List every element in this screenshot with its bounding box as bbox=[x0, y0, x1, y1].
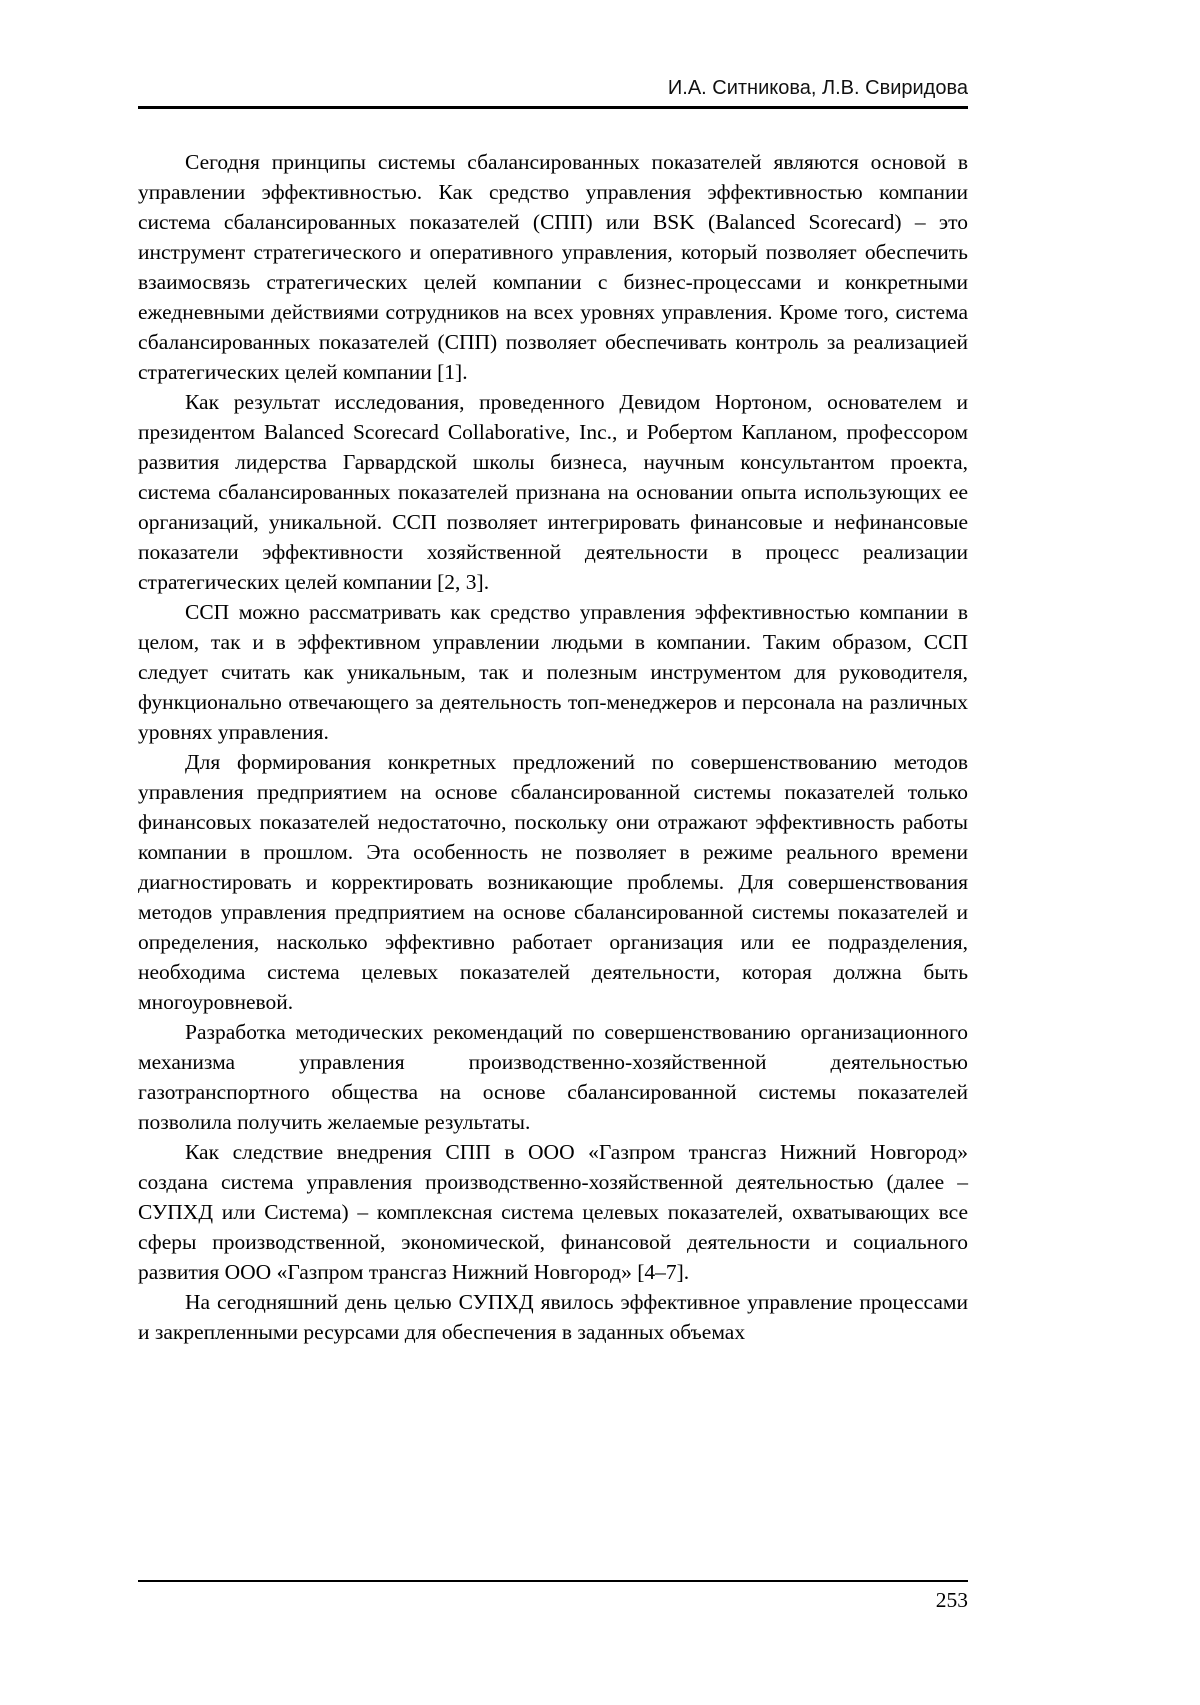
header-rule bbox=[138, 106, 968, 109]
paragraph-1: Сегодня принципы системы сбалансированных показателей являются основой в управлении эффективностью. Как средство управления эффективностью компании система сбалансированных показателей (СПП) или BSK (Balanced Scorecard) – это инструмент стратегического и оперативного управления, который позволяет обеспечить взаимосвязь стратегических целей компании с бизнес-процессами и конкретными ежедневными действиями сотрудников на всех уровнях управления. Кроме того, система сбалансированных показателей (СПП) позволяет обеспечивать контроль за реализацией стратегических целей компании [1]. bbox=[138, 150, 968, 384]
footer-rule bbox=[138, 1580, 968, 1582]
paragraph-5: Разработка методических рекомендаций по совершенствованию организационного механизма управления производственно-хозяйственной деятельностью газотранспортного общества на основе сбалансированной системы показателей позволила получить желаемые результаты. bbox=[138, 1020, 968, 1134]
paragraph-3: ССП можно рассматривать как средство управления эффективностью компании в целом, так и в эффективном управлении людьми в компании. Таким образом, ССП следует считать как уникальным, так и полезным инструментом для руководителя, функционально отвечающего за деятельность топ-менеджеров и персонала на различных уровнях управления. bbox=[138, 600, 968, 744]
content-column bbox=[138, 0, 968, 1347]
paragraph-7: На сегодняшний день целью СУПХД явилось эффективное управление процессами и закрепленными ресурсами для обеспечения в заданных объемах bbox=[138, 1290, 968, 1344]
page-number: 253 bbox=[935, 1588, 968, 1612]
paragraph-6: Как следствие внедрения СПП в ООО «Газпром трансгаз Нижний Новгород» создана система управления производственно-хозяйственной деятельностью (далее – СУПХД или Система) – комплексная система целевых показателей, охватывающих все сферы производственной, экономической, финансовой деятельности и социального развития ООО «Газпром трансгаз Нижний Новгород» [4–7]. bbox=[138, 1140, 968, 1284]
page-header bbox=[138, 0, 968, 109]
paragraph-4: Для формирования конкретных предложений по совершенствованию методов управления предприятием на основе сбалансированной системы показателей только финансовых показателей недостаточно, поскольку они отражают эффективность работы компании в прошлом. Эта особенность не позволяет в режиме реального времени диагностировать и корректировать возникающие проблемы. Для совершенствования методов управления предприятием на основе сбалансированной системы показателей и определения, насколько эффективно работает организация или ее подразделения, необходима система целевых показателей деятельности, которая должна быть многоуровневой. bbox=[138, 750, 968, 1014]
page-footer bbox=[138, 1580, 968, 1613]
article-body bbox=[138, 147, 968, 1347]
running-head-authors: И.А. Ситникова, Л.В. Свиридова bbox=[667, 77, 968, 99]
paragraph-2: Как результат исследования, проведенного Девидом Нортоном, основателем и президентом Balanced Scorecard Collaborative, Inc., и Робертом Капланом, профессором развития лидерства Гарвардской школы бизнеса, научным консультантом проекта, система сбалансированных показателей признана на основании опыта использующих ее организаций, уникальной. ССП позволяет интегрировать финансовые и нефинансовые показатели эффективности хозяйственной деятельности в процесс реализации стратегических целей компании [2, 3]. bbox=[138, 390, 968, 594]
